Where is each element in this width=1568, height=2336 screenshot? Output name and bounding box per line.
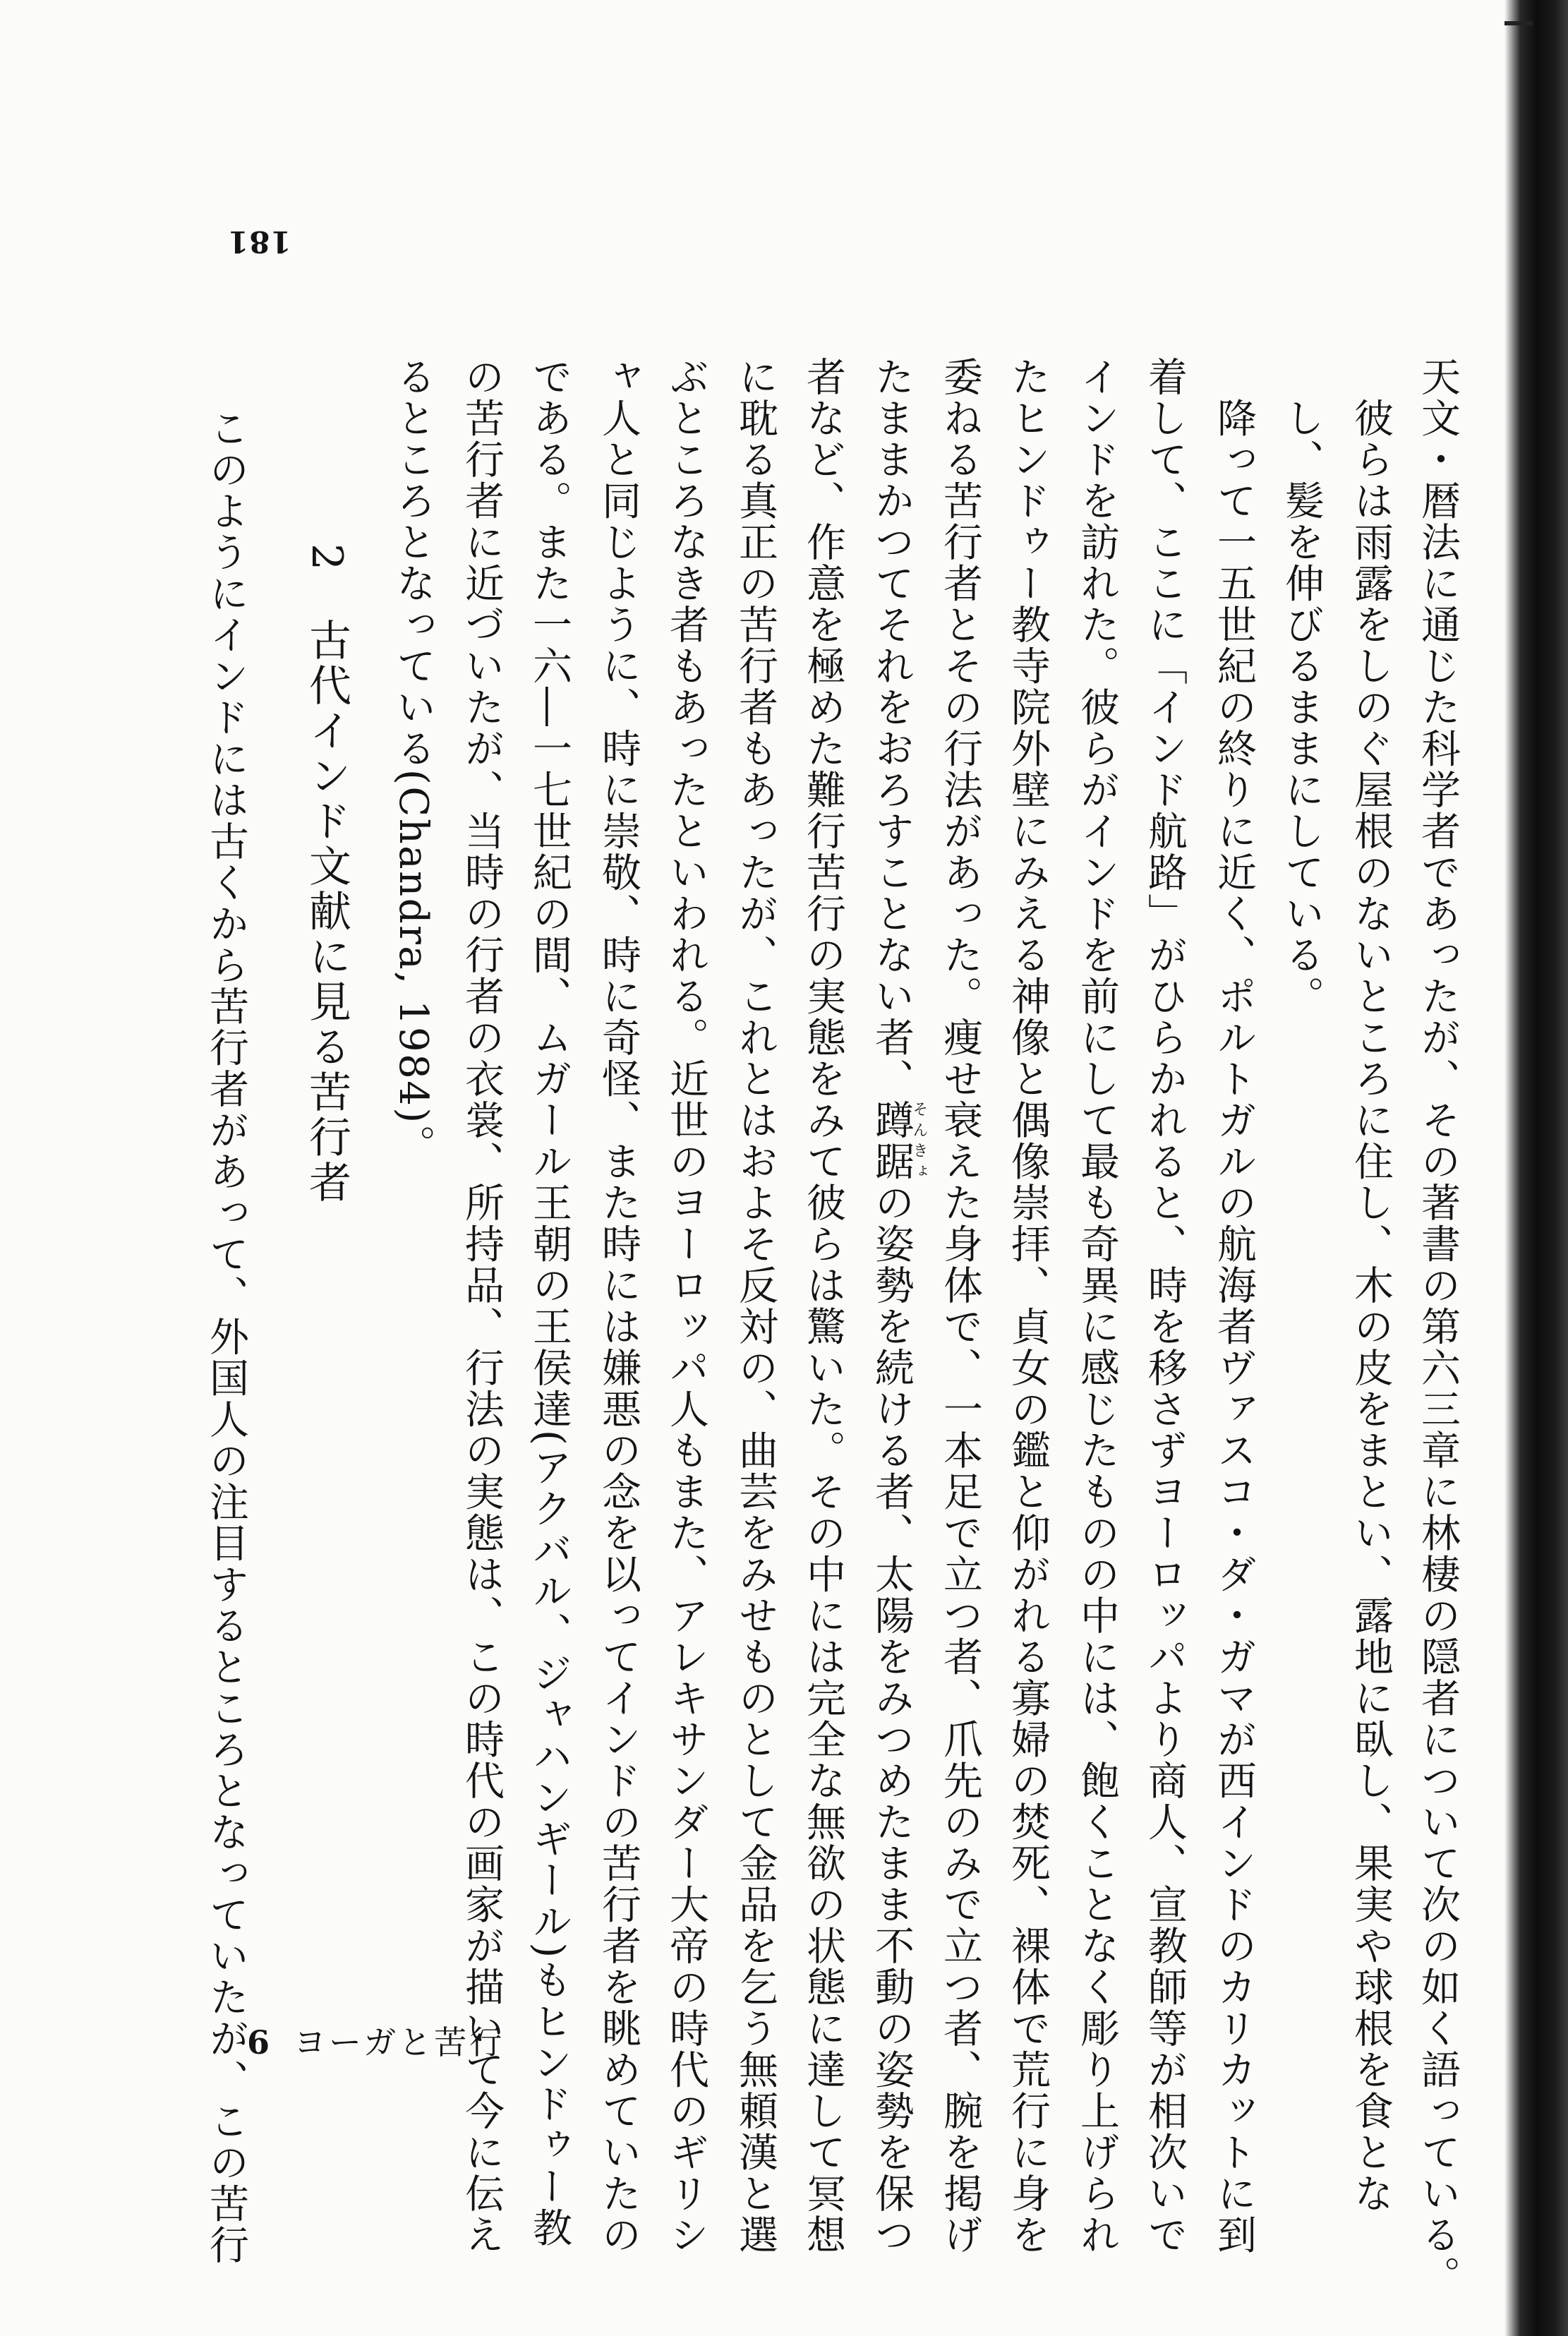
text-line-16: るところとなっている(Chandra, 1984)。: [390, 356, 436, 1167]
text-line-7: たヒンドゥー教寺院外壁にみえる神像と偶像崇拝、貞女の鑑と仰がれる寡婦の焚死、裸体で荒行に身を: [1005, 356, 1051, 2256]
text-line-3: し、髪を伸びるままにしている。: [1279, 356, 1325, 1017]
chapter-number: 6: [247, 2023, 273, 2061]
text-line-9-end: の姿勢を続ける者、太陽をみつめたまま不動の姿勢を保つ: [869, 1182, 915, 2256]
text-line-2: 彼らは雨露をしのぐ屋根のないところに住し、木の皮をまとい、露地に臥し、果実や球根を食とな: [1348, 356, 1394, 2215]
section-heading: [302, 543, 351, 1206]
text-line-11: に耽る真正の苦行者もあったが、これとはおよそ反対の、曲芸をみせものとして金品を乞う無頼漢と選: [732, 356, 778, 2256]
text-line-10: 者など、作意を極めた難行苦行の実態をみて彼らは驚いた。その中には完全な無欲の状態に達して冥想: [800, 356, 846, 2256]
spine-mark: [1504, 21, 1533, 25]
text-line-6: インドを訪れた。彼らがインドを前にして最も奇異に感じたものの中には、飽くことなく彫り上げられ: [1074, 356, 1120, 2256]
text-line-14: である。また一六―一七世紀の間、ムガール王朝の王侯達(アクバル、ジャハンギール)もヒンドゥー教: [526, 356, 572, 2249]
text-line-4: 降って一五世紀の終りに近く、ポルトガルの航海者ヴァスコ・ダ・ガマが西インドのカリカットに到: [1211, 356, 1257, 2256]
squat-word-base: 蹲踞: [869, 1100, 915, 1182]
text-line-9-start: たままかつてそれをおろすことない者、: [869, 356, 915, 1100]
text-line-9: [869, 356, 928, 2256]
running-head: [247, 2017, 505, 2064]
text-line-13: ャ人と同じように、時に崇敬、時に奇怪、また時には嫌悪の念を以ってインドの苦行者を眺めていたの: [596, 356, 641, 2256]
text-line-15: の苦行者に近づいたが、当時の行者の衣裳、所持品、行法の実態は、この時代の画家が描いて今に伝え: [459, 356, 505, 2256]
page-number: 181: [227, 224, 291, 259]
text-line-12: ぶところなき者もあったといわれる。近世のヨーロッパ人もまた、アレキサンダー大帝の時代のギリシ: [663, 356, 709, 2256]
section-title: 古代インド文献に見る苦行者: [302, 618, 351, 1206]
section-number: 2: [302, 543, 351, 574]
text-line-5: 着して、ここに「インド航路」がひらかれると、時を移さずヨーロッパより商人、宣教師等が相次いで: [1142, 356, 1188, 2256]
squat-word-ruby: そんきょ: [910, 1100, 928, 1182]
text-line-1: 天文・暦法に通じた科学者であったが、その著書の第六三章に林棲の隠者について次の如く語っている。: [1415, 356, 1461, 2297]
squat-word: [869, 1100, 928, 1182]
book-spine-shadow: [1504, 0, 1568, 2336]
chapter-title: ヨーガと苦行: [294, 2023, 505, 2061]
text-line-after-heading: このようにインドには古くから苦行者があって、外国人の注目するところとなっていたが、この苦行: [203, 408, 249, 2266]
text-line-8: 委ねる苦行者とその行法があった。痩せ衰えた身体で、一本足で立つ者、爪先のみで立つ者、腕を掲げ: [937, 356, 983, 2256]
